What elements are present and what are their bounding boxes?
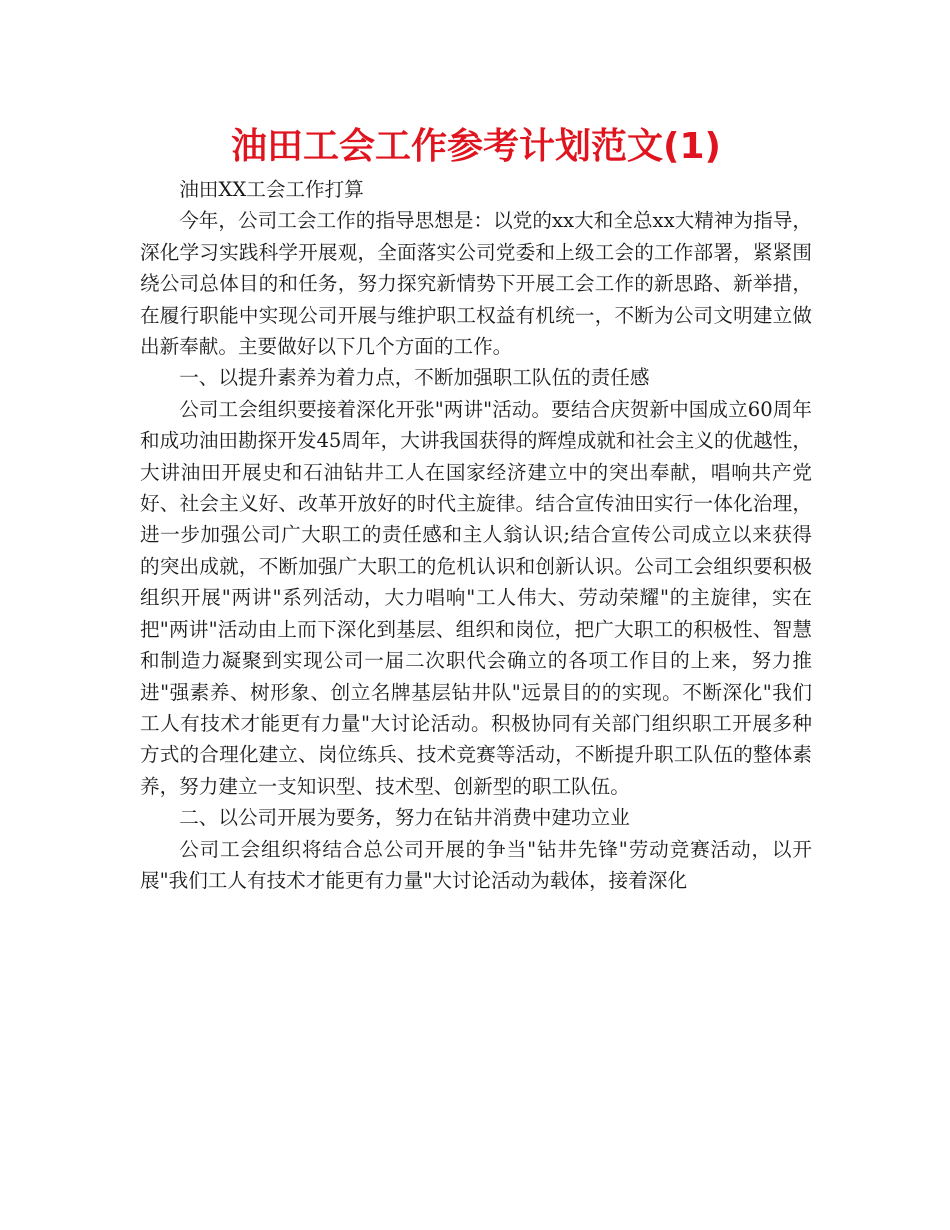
paragraph-section-1-body: 公司工会组织要接着深化开张"两讲"活动。要结合庆贺新中国成立60周年和成功油田勘探开发45周年，大讲我国获得的辉煌成就和社会主义的优越性，大讲油田开展史和石油钻井工人在国家经济建立中的突出奉献，唱响共产党好、社会主义好、改革开放好的时代主旋律。结合宣传油田实行一体化治理，进一步加强公司广大职工的责任感和主人翁认识;结合宣传公司成立以来获得的突出成就，不断加强广大职工的危机认识和创新认识。公司工会组织要积极组织开展"两讲"系列活动，大力唱响"工人伟大、劳动荣耀"的主旋律，实在把"两讲"活动由上而下深化到基层、组织和岗位，把广大职工的积极性、智慧和制造力凝聚到实现公司一届二次职代会确立的各项工作目的上来，努力推进"强素养、树形象、创立名牌基层钻井队"远景目的的实现。不断深化"我们工人有技术才能更有力量"大讨论活动。积极协同有关部门组织职工开展多种方式的合理化建立、岗位练兵、技术竞赛等活动，不断提升职工队伍的整体素养，努力建立一支知识型、技术型、创新型的职工队伍。	[140, 397, 812, 798]
document-title: 油田工会工作参考计划范文(1)	[231, 126, 721, 167]
paragraph-section-2-body: 公司工会组织将结合总公司开展的争当"钻井先锋"劳动竞赛活动，以开展"我们工人有技术才能更有力量"大讨论活动为载体，接着深化	[140, 837, 812, 892]
paragraph-heading-plan: 油田XX工会工作打算	[179, 178, 364, 201]
section-heading-1: 一、以提升素养为着力点，不断加强职工队伍的责任感	[179, 366, 650, 390]
section-heading-2: 二、以公司开展为要务，努力在钻井消费中建功立业	[179, 806, 630, 830]
paragraph-guiding-thought: 今年，公司工会工作的指导思想是：以党的xx大和全总xx大精神为指导，深化学习实践科学开展观，全面落实公司党委和上级工会的工作部署，紧紧围绕公司总体目的和任务，努力探究新情势下开展工会工作的新思路、新举措，在履行职能中实现公司开展与维护职工权益有机统一，不断为公司文明建立做出新奉献。主要做好以下几个方面的工作。	[140, 209, 812, 359]
document-page	[140, 122, 812, 896]
